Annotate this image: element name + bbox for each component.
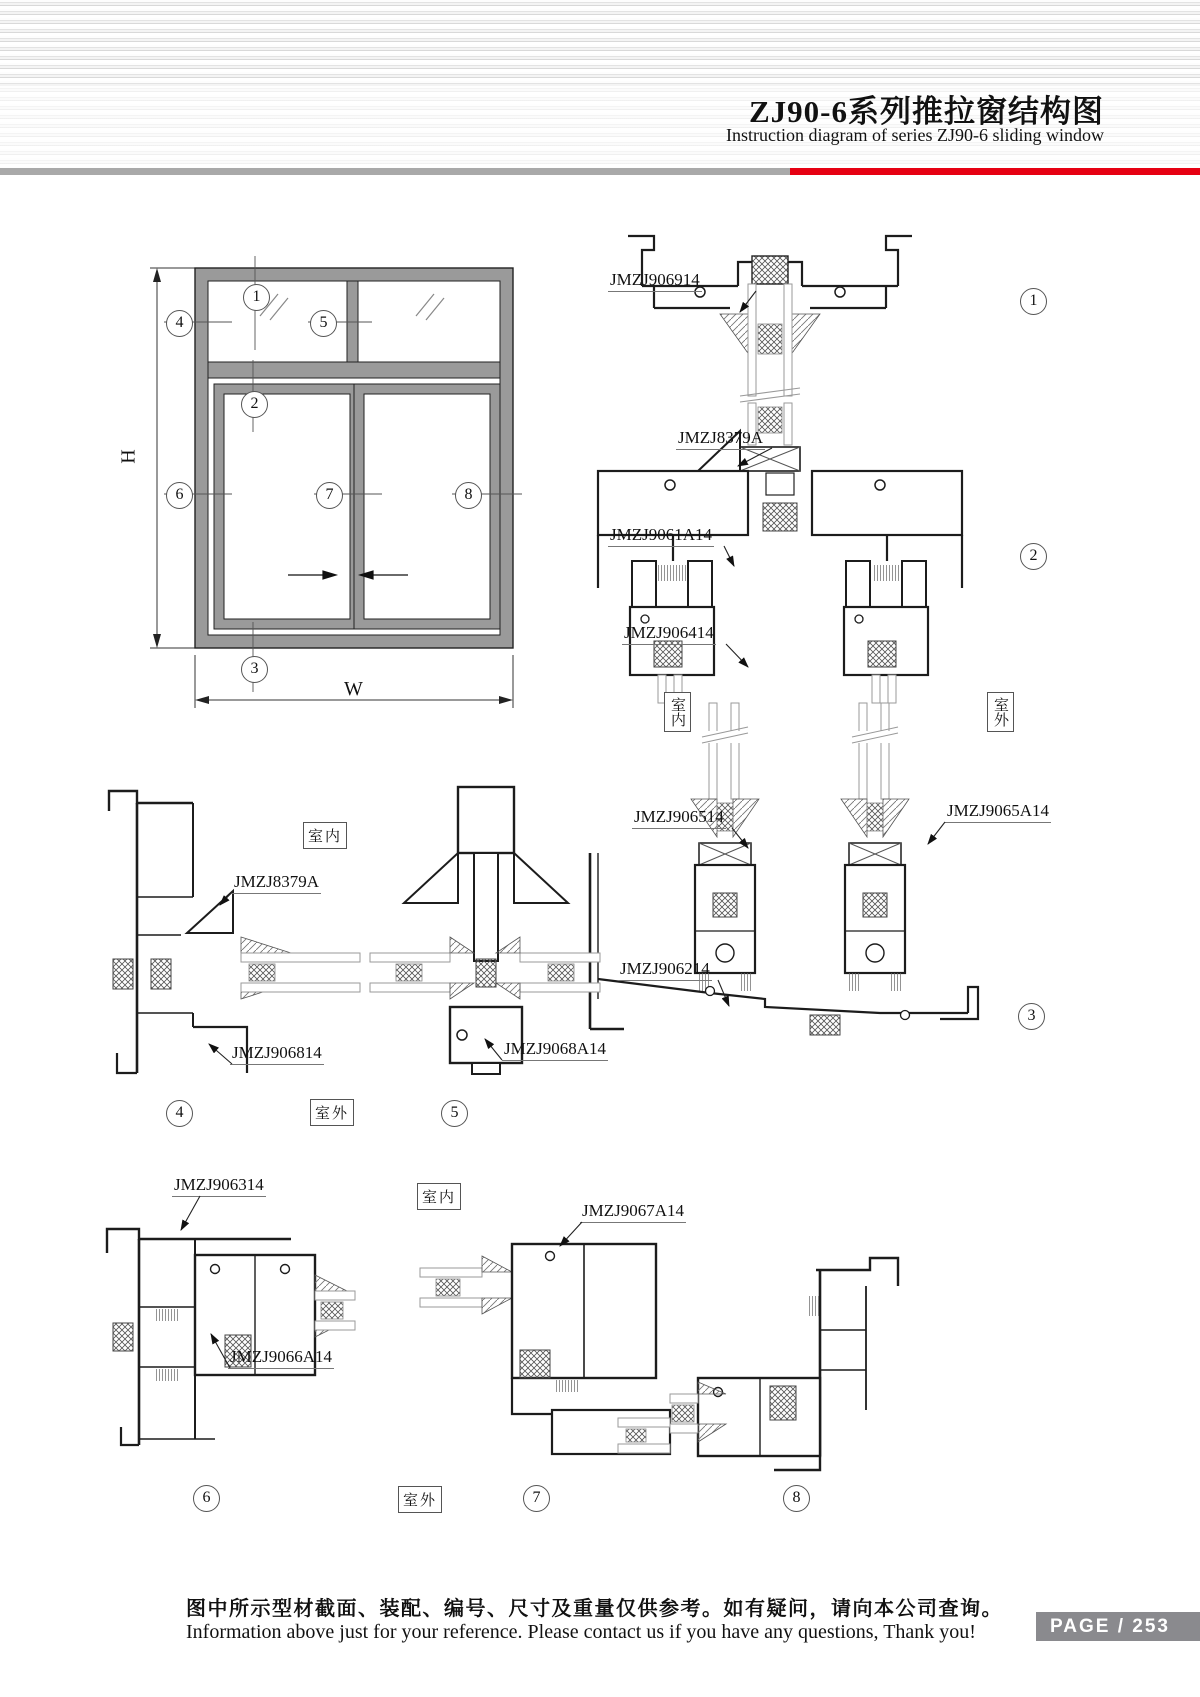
section-8-number: 8 (783, 1485, 810, 1512)
section-6-drawing (95, 1195, 355, 1455)
footer-note-en: Information above just for your reference. Please contact us if you have any questions, Thank you! (186, 1621, 976, 1643)
elevation-callout-5: 5 (310, 310, 337, 337)
outdoor-label-box: 室外 (987, 692, 1014, 732)
brush-seal (808, 1296, 820, 1316)
profile-label-sill: JMZJ906214 (618, 959, 712, 981)
indoor-label-box-bottom: 室内 (417, 1183, 461, 1210)
glazing-gasket (514, 853, 568, 903)
section-5-number: 5 (441, 1100, 468, 1127)
page-subtitle: Instruction diagram of series ZJ90-6 sliding window (726, 125, 1104, 145)
window-frame (195, 268, 513, 648)
section-6-number: 6 (193, 1485, 220, 1512)
profile-label-gasket: JMZJ8379A (676, 428, 765, 450)
indoor-label-box: 室内 (664, 692, 691, 732)
glass-break-lines (700, 727, 898, 743)
header-stripe-band (0, 0, 1200, 86)
sash-bottom-right (841, 799, 909, 991)
profile-label-top-jamb: JMZJ906314 (172, 1175, 266, 1197)
section-7-number: 7 (523, 1485, 550, 1512)
profile-label-sash-top: JMZJ906414 (622, 623, 716, 645)
brush-seal (872, 565, 900, 581)
profile-label-frame-jamb: JMZJ9066A14 (228, 1347, 334, 1369)
section-3-drawing (560, 703, 1000, 1043)
profile-label-top-frame: JMZJ906914 (608, 270, 702, 292)
profile-label-interlock: JMZJ9068A14 (502, 1039, 608, 1061)
profile-label-meeting-stile: JMZJ9067A14 (580, 1201, 686, 1223)
section-8-drawing (670, 1230, 910, 1470)
brush-seal (556, 1380, 580, 1392)
glass-unit (709, 703, 889, 799)
divider-gray-bar (0, 168, 790, 175)
sill-profile (590, 853, 978, 1029)
section-7-drawing (420, 1230, 670, 1470)
section-1-drawing (570, 228, 970, 403)
section-2-number: 2 (1020, 543, 1047, 570)
profile-label-gasket-mid: JMZJ8379A (232, 872, 321, 894)
section-1-number: 1 (1020, 288, 1047, 315)
elevation-callout-3: 3 (241, 656, 268, 683)
elevation-callout-4: 4 (166, 310, 193, 337)
section-2-drawing (570, 403, 970, 703)
footer-note-zh: 图中所示型材截面、装配、编号、尺寸及重量仅供参考。如有疑问，请向本公司查询。 (186, 1598, 1003, 1620)
page-title: ZJ90-6系列推拉窗结构图 (749, 94, 1104, 129)
section-3-number: 3 (1018, 1003, 1045, 1030)
section-5-drawing (370, 775, 600, 1075)
elevation-callout-2: 2 (241, 391, 268, 418)
indoor-label-box-mid: 室内 (303, 822, 347, 849)
page-number-badge: PAGE / 253 (1036, 1612, 1200, 1641)
section-4-drawing (95, 775, 360, 1075)
window-elevation-drawing (130, 250, 550, 720)
width-dimension-label: W (344, 678, 363, 700)
brush-seal (658, 565, 686, 581)
elevation-callout-1: 1 (243, 284, 270, 311)
elevation-callout-7: 7 (316, 482, 343, 509)
thermal-break-hatch (752, 256, 788, 284)
brush-seal (155, 1369, 179, 1381)
section-4-number: 4 (166, 1100, 193, 1127)
outdoor-label-box-mid: 室外 (310, 1099, 354, 1126)
profile-label-sash-bottom: JMZJ906514 (632, 807, 726, 829)
glazing-gasket (404, 853, 458, 903)
profile-label-transom: JMZJ9061A14 (608, 525, 714, 547)
glazing-gasket (187, 891, 233, 933)
divider-red-bar (790, 168, 1200, 175)
profile-label-sash-bottom-alt: JMZJ9065A14 (945, 801, 1051, 823)
outdoor-label-box-bottom: 室外 (398, 1486, 442, 1513)
brush-seal (155, 1309, 179, 1321)
profile-label-side-jamb: JMZJ906814 (230, 1043, 324, 1065)
elevation-callout-6: 6 (166, 482, 193, 509)
elevation-callout-8: 8 (455, 482, 482, 509)
height-dimension-label: H (117, 449, 140, 464)
